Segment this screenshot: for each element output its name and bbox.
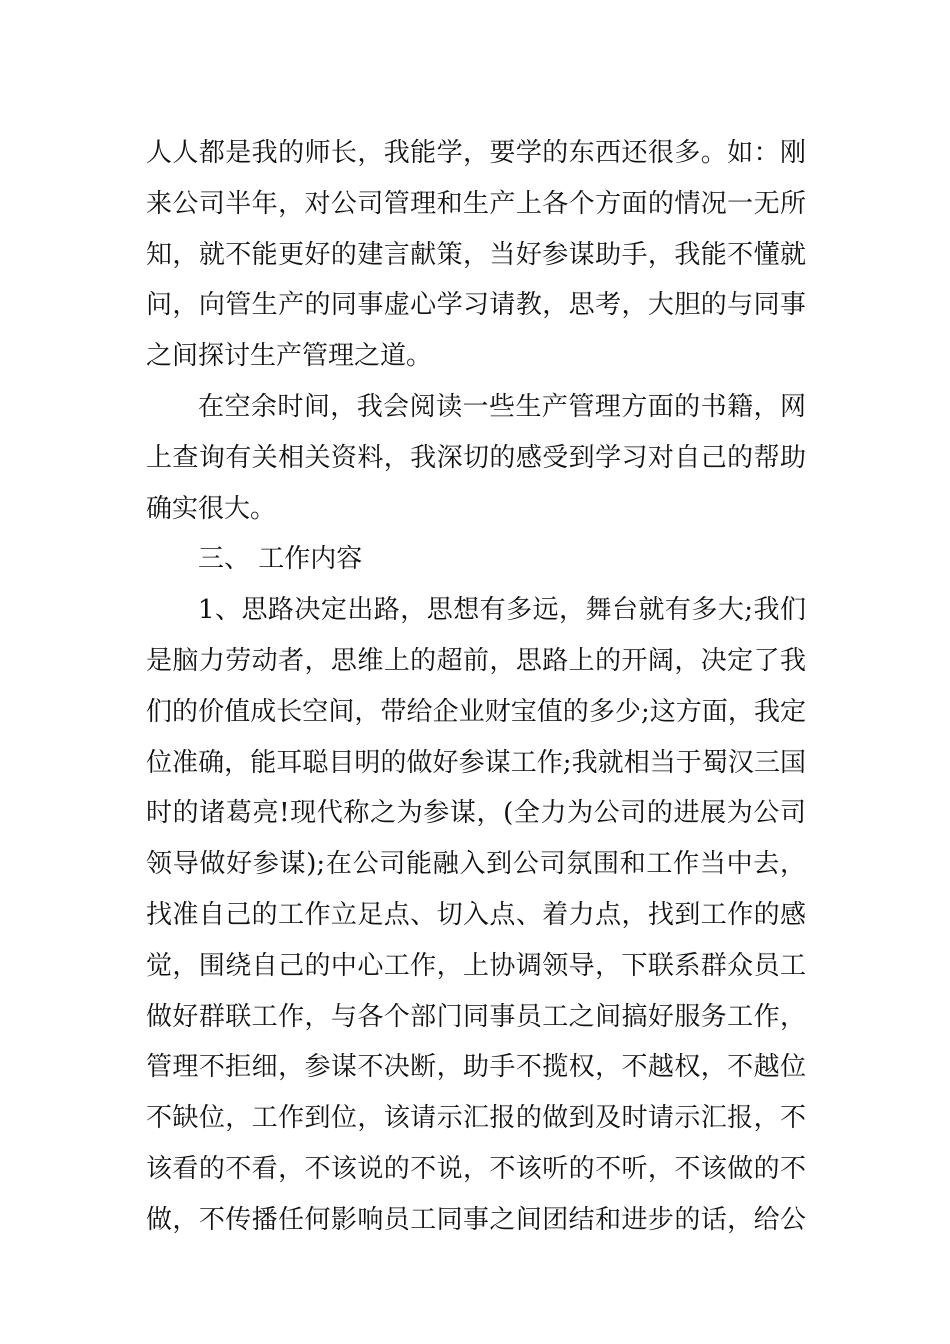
text-line: 领导做好参谋);在公司能融入到公司氛围和工作当中去， (146, 849, 806, 880)
paragraph-1 (146, 128, 806, 382)
paragraph-2 (146, 382, 806, 534)
text-line: 找准自己的工作立足点、切入点、着力点，找到工作的感 (146, 899, 806, 930)
text-line: 该看的不看，不该说的不说，不该听的不听，不该做的不 (146, 1153, 806, 1184)
text-line: 上查询有关相关资料，我深切的感受到学习对自己的帮助 (146, 442, 806, 473)
text-line: 觉，围绕自己的中心工作，上协调领导，下联系群众员工 (146, 950, 806, 981)
text-line: 之间探讨生产管理之道。 (146, 341, 433, 372)
text-line: 来公司半年，对公司管理和生产上各个方面的情况一无所 (146, 188, 806, 219)
text-line: 时的诸葛亮!现代称之为参谋，(全力为公司的进展为公司 (146, 798, 806, 829)
text-line: 位准确，能耳聪目明的做好参谋工作;我就相当于蜀汉三国 (146, 747, 806, 778)
text-line: 确实很大。 (146, 493, 277, 524)
text-line: 不缺位，工作到位，该请示汇报的做到及时请示汇报，不 (146, 1103, 806, 1134)
text-line: 管理不拒细，参谋不决断，助手不揽权，不越权，不越位 (146, 1052, 806, 1083)
paragraph-3 (146, 585, 806, 1245)
text-line: 人人都是我的师长，我能学，要学的东西还很多。如：刚 (146, 138, 806, 168)
text-line: 做，不传播任何影响员工同事之间团结和进步的话，给公 (146, 1204, 806, 1235)
document-page (146, 128, 806, 1246)
section-heading (146, 534, 806, 585)
text-line: 是脑力劳动者，思维上的超前，思路上的开阔，决定了我 (146, 645, 806, 676)
text-line: 们的价值成长空间，带给企业财宝值的多少;这方面，我定 (146, 696, 806, 727)
text-line: 做好群联工作，与各个部门同事员工之间搞好服务工作， (146, 1001, 806, 1032)
text-line: 问，向管生产的同事虚心学习请教，思考，大胆的与同事 (146, 290, 806, 321)
text-line: 1、思路决定出路，思想有多远，舞台就有多大;我们 (198, 595, 806, 626)
text-line: 在空余时间，我会阅读一些生产管理方面的书籍，网 (198, 391, 806, 422)
section-heading-text: 三、 工作内容 (198, 544, 363, 575)
text-line: 知，就不能更好的建言献策，当好参谋助手，我能不懂就 (146, 239, 806, 270)
